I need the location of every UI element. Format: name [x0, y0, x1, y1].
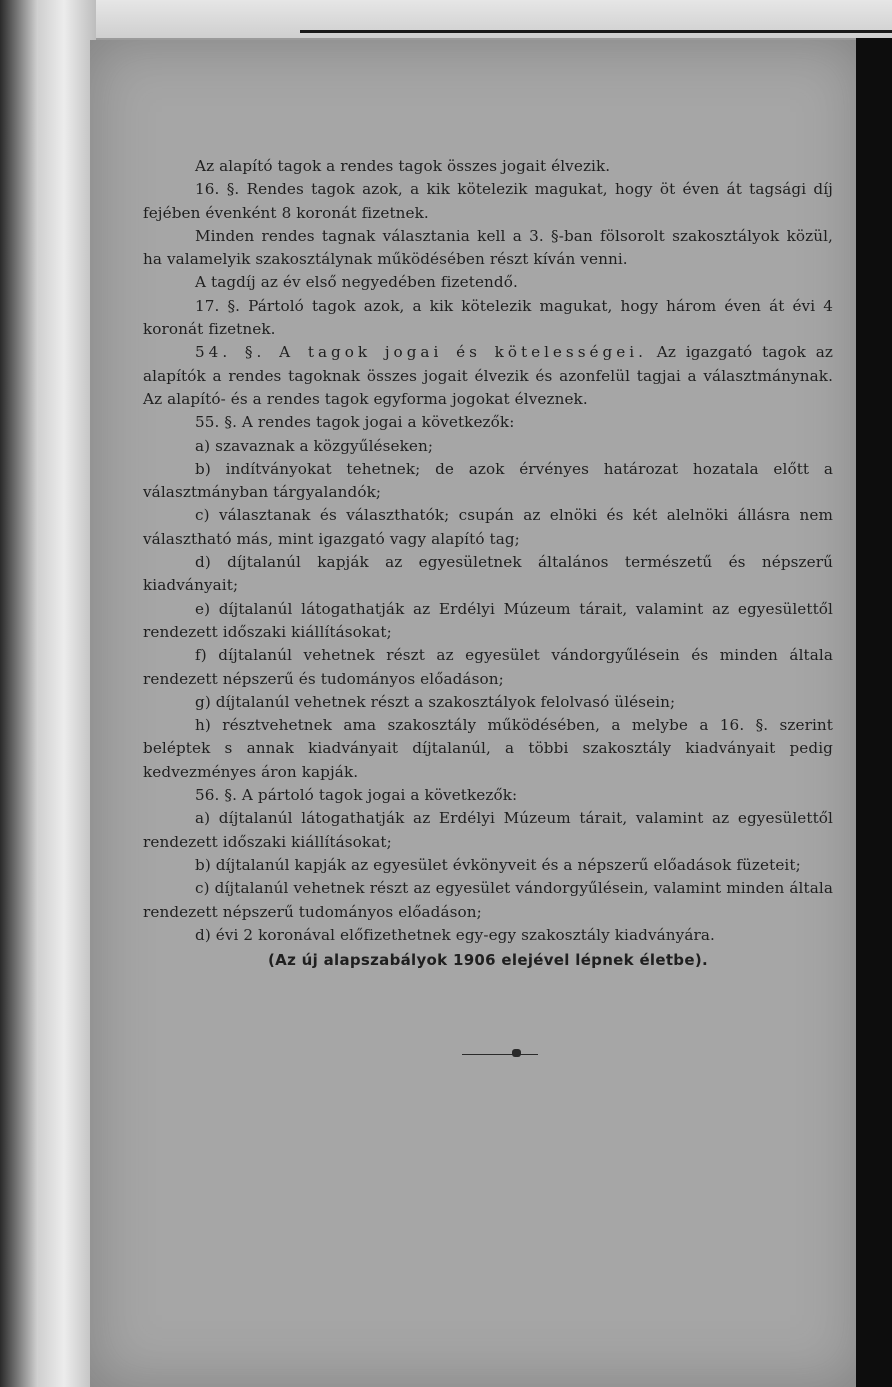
closing-note: (Az új alapszabályok 1906 elejével lépnek életbe). — [268, 951, 708, 970]
book-gutter — [38, 0, 96, 1387]
para-fee: A tagdíj az év első negyedében fizetendő. — [195, 273, 518, 292]
item-55-f: f) díjtalanúl vehetnek részt az egyesület vándorgyűlésein és minden általa rendezett népszerű és tudományos előadáson; — [143, 646, 833, 688]
section-heading-54: 54. §. A tagok jogai és kötelességei. — [195, 343, 647, 362]
item-55-b: b) indítványokat tehetnek; de azok érvényes határozat hozatala előtt a választmányban tárgyalandók; — [143, 459, 833, 502]
right-edge — [856, 38, 892, 1387]
item-55-d: d) díjtalanúl kapják az egyesületnek általános természetű és népszerű kiadványait; — [143, 553, 833, 595]
item-56-b: b) díjtalanúl kapják az egyesület évkönyveit és a népszerű előadások füzeteit; — [195, 855, 801, 874]
item-56-a: a) díjtalanúl látogathatják az Erdélyi Múzeum tárait, valamint az egyesülettől rendezett időszaki kiállításokat; — [143, 809, 833, 851]
para-sections: Minden rendes tagnak választania kell a 3. §-ban fölsorolt szakosztályok közül, ha valamelyik szakosztálynak működésében részt kíván venni. — [143, 226, 833, 269]
item-55-c: c) választanak és választhatók; csupán az elnöki és két alelnöki állásra nem választható más, mint igazgató vagy alapító tag; — [143, 506, 833, 548]
para-54-text: Az igazgató tagok az alapítók a rendes tagoknak összes jogait élvezik és azonfelül tagjai a választmánynak. Az alapító- és a rendes tagok egyforma jogokat élveznek. — [143, 343, 833, 408]
item-55-a: a) szavaznak a közgyűléseken; — [195, 436, 434, 455]
para-founders: Az alapító tagok a rendes tagok összes jogait élvezik. — [195, 157, 611, 175]
para-55: 55. §. A rendes tagok jogai a következők: — [195, 413, 515, 432]
para-56: 56. §. A pártoló tagok jogai a következők: — [195, 786, 518, 805]
item-55-h: h) résztvehetnek ama szakosztály működésében, a melybe a 16. §. szerint beléptek s annak kiadványait díjtalanúl, a többi szakosztály kiadványait pedig kedvezményes áron kapják. — [143, 716, 833, 781]
para-54 — [143, 341, 833, 411]
top-rule — [300, 30, 892, 33]
item-56-d: d) évi 2 koronával előfizethetnek egy-egy szakosztály kiadványára. — [195, 925, 715, 944]
document-text — [143, 155, 833, 972]
item-56-c: c) díjtalanúl vehetnek részt az egyesület vándorgyűlésein, valamint minden általa rendezett népszerű tudományos előadáson; — [143, 879, 833, 921]
ink-blot — [512, 1049, 521, 1057]
end-rule — [462, 1054, 538, 1055]
item-55-e: e) díjtalanúl látogathatják az Erdélyi Múzeum tárait, valamint az egyesülettől rendezett időszaki kiállításokat; — [143, 599, 833, 641]
para-16: 16. §. Rendes tagok azok, a kik kötelezik magukat, hogy öt éven át tagsági díj fejében évenként 8 koronát fizetnek. — [143, 180, 833, 222]
end-ornament — [462, 1048, 538, 1060]
item-55-g: g) díjtalanúl vehetnek részt a szakosztályok felolvasó ülésein; — [195, 692, 676, 711]
para-17: 17. §. Pártoló tagok azok, a kik kötelezik magukat, hogy három éven át évi 4 koronát fizetnek. — [143, 296, 833, 339]
